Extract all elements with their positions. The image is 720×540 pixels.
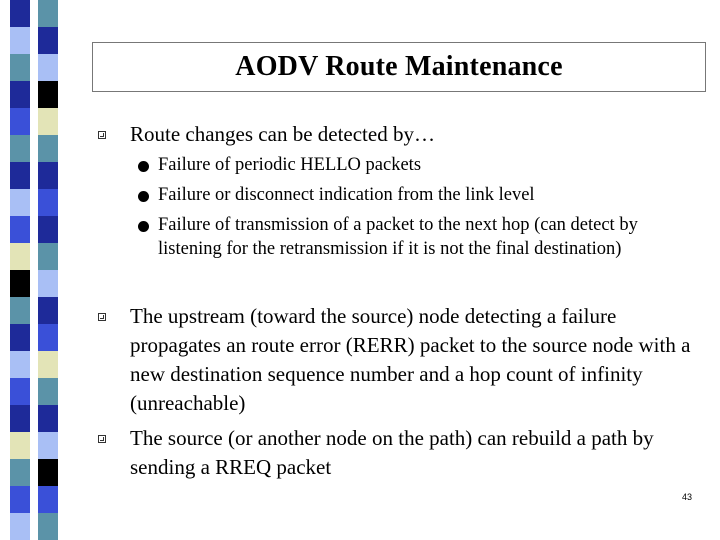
strip-block [38, 216, 58, 243]
sub-bullet-text: Failure of periodic HELLO packets [158, 155, 422, 175]
bullet-text: Route changes can be detected by… [130, 122, 435, 146]
strip-block [10, 27, 30, 54]
strip-block [10, 54, 30, 81]
strip-block [10, 297, 30, 324]
strip-block [10, 81, 30, 108]
strip-block [38, 162, 58, 189]
strip-block [38, 54, 58, 81]
strip-block [10, 324, 30, 351]
slide-title: AODV Route Maintenance [235, 51, 563, 82]
strip-block [38, 189, 58, 216]
strip-block [10, 486, 30, 513]
strip-block [38, 432, 58, 459]
strip-block [10, 432, 30, 459]
strip-block [10, 513, 30, 540]
strip-block [10, 216, 30, 243]
strip-block [10, 270, 30, 297]
page-number: 43 [682, 492, 693, 502]
strip-block [10, 135, 30, 162]
square-bullet-icon [98, 131, 106, 139]
strip-block [38, 243, 58, 270]
sub-bullet-text: Failure of transmission of a packet to the next hop (can detect by listening for the retransmission if it is not the final destination) [158, 215, 638, 259]
square-bullet-icon [98, 313, 106, 321]
strip-block [10, 459, 30, 486]
strip-block [10, 243, 30, 270]
strip-block [38, 405, 58, 432]
dot-bullet-icon [138, 161, 149, 172]
strip-block [38, 108, 58, 135]
title-box [92, 42, 706, 92]
strip-block [10, 351, 30, 378]
strip-block [10, 0, 30, 27]
square-bullet-icon [98, 435, 106, 443]
bullet-text: The source (or another node on the path) can rebuild a path by sending a RREQ packet [130, 426, 654, 479]
strip-block [10, 189, 30, 216]
strip-block [10, 378, 30, 405]
strip-block [38, 27, 58, 54]
strip-block [38, 135, 58, 162]
sub-bullet-text: Failure or disconnect indication from the link level [158, 185, 535, 205]
dot-bullet-icon [138, 191, 149, 202]
strip-block [38, 486, 58, 513]
bullet-text: The upstream (toward the source) node detecting a failure propagates an route error (RERR) packet to the source node with a new destination sequence number and a hop count of infinity (unreachable) [130, 304, 691, 415]
strip-block [38, 0, 58, 27]
strip-block [10, 108, 30, 135]
strip-block [38, 324, 58, 351]
strip-block [38, 378, 58, 405]
strip-block [38, 81, 58, 108]
strip-block [38, 351, 58, 378]
strip-block [38, 513, 58, 540]
strip-block [38, 459, 58, 486]
decorative-strip [0, 0, 64, 540]
strip-block [38, 297, 58, 324]
dot-bullet-icon [138, 221, 149, 232]
strip-block [10, 162, 30, 189]
strip-block [38, 270, 58, 297]
strip-block [10, 405, 30, 432]
